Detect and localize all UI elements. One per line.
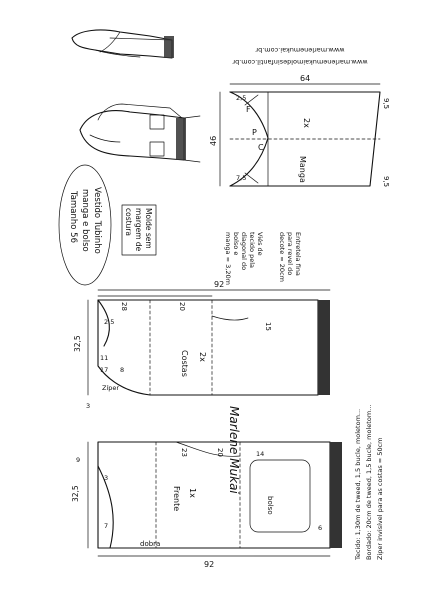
back-mark-1: 11 xyxy=(100,354,109,362)
front-label: Frente xyxy=(172,486,181,512)
back-waist: 15 xyxy=(264,322,272,331)
title-line-3: Tamanho 56 xyxy=(68,191,78,243)
entretela-line-2: para revel do xyxy=(286,232,294,276)
back-bust: 32,5 xyxy=(73,335,82,352)
dress-sketch-back xyxy=(72,30,174,58)
sleeve-label-back: C xyxy=(258,143,264,152)
entretela-note xyxy=(278,232,302,282)
vies-note xyxy=(224,232,264,285)
front-mid: 20 xyxy=(216,448,224,457)
signature: Marlene Mukai xyxy=(227,406,241,494)
back-mid: 20 xyxy=(178,302,186,311)
website-1: www.marlenemukai.com.br xyxy=(255,46,345,54)
back-upper: 28 xyxy=(120,302,128,311)
back-neck: 3 xyxy=(86,402,91,410)
fabric-line-3: Ziper invisível para as costas = 50cm xyxy=(376,437,384,560)
back-mark-2: 17 xyxy=(100,366,109,374)
back-neck-small: 2,5 xyxy=(104,318,115,326)
front-mark-4: 6 xyxy=(318,524,323,532)
mold-note-line-1: Molde sem xyxy=(144,208,153,249)
sleeve-pattern xyxy=(209,74,390,187)
vies-line-1: Viés de xyxy=(256,232,264,256)
website-2: www.marlenemukaimoldesinfantil.com.br xyxy=(232,58,368,66)
front-bust: 32,5 xyxy=(71,485,80,502)
mold-note xyxy=(122,205,156,255)
sleeve-width: 64 xyxy=(300,74,311,83)
front-qty: 1x xyxy=(188,488,197,498)
website-block xyxy=(232,46,367,66)
vies-line-3: diagonal do xyxy=(240,232,248,271)
sleeve-side-bottom: 9,5 xyxy=(382,176,390,188)
sleeve-piece-label: Manga xyxy=(298,156,307,183)
back-mark-3: 8 xyxy=(120,366,125,374)
front-pocket: bolso xyxy=(266,496,274,515)
front-mark-3: 14 xyxy=(256,450,265,458)
sleeve-qty: 2x xyxy=(302,118,311,128)
front-pattern xyxy=(71,442,342,569)
back-pattern xyxy=(73,280,330,410)
entretela-line-1: Entretela fina xyxy=(294,232,302,276)
title-box xyxy=(59,165,111,285)
sleeve-side-top: 9,5 xyxy=(382,98,390,110)
front-mark-1: 3 xyxy=(104,474,109,482)
vies-line-5: manga = 3,20m xyxy=(224,232,232,285)
mold-note-line-2: margem de xyxy=(134,208,143,252)
front-upper: 23 xyxy=(180,448,188,457)
entretela-line-3: decote = 20cm xyxy=(278,232,286,282)
front-length: 92 xyxy=(204,560,215,569)
title-line-1: Vestido Tubinho xyxy=(92,187,102,254)
sleeve-bottom: 7,5 xyxy=(236,174,247,182)
front-neck: 9 xyxy=(76,456,81,464)
fabric-line-2: Bordado: 20cm de tweed, 1,5 bucle, moletom... xyxy=(365,404,373,560)
back-qty: 2x xyxy=(198,352,207,362)
mold-note-line-3: costura xyxy=(124,208,133,236)
back-length: 92 xyxy=(214,280,225,289)
sleeve-height: 46 xyxy=(209,135,218,146)
sleeve-top-margin: 2,5 xyxy=(236,94,247,102)
back-label: Costas xyxy=(180,350,189,377)
back-zipper: Zíper xyxy=(102,384,120,392)
title-line-2: manga e bolso xyxy=(80,189,90,252)
vies-line-4: bolso e xyxy=(232,232,240,256)
fabric-line-1: Tecido: 1,30m de tweed, 1,5 bucle, moletom... xyxy=(354,408,362,560)
fabric-note xyxy=(354,405,384,561)
sleeve-label-p: P xyxy=(252,128,257,137)
dress-sketch-front xyxy=(80,104,200,162)
front-fold: dobra xyxy=(140,540,161,548)
sleeve-label-front: F xyxy=(246,105,251,114)
front-mark-2: 7 xyxy=(104,522,109,530)
vies-line-2: tecido pela xyxy=(248,232,256,269)
